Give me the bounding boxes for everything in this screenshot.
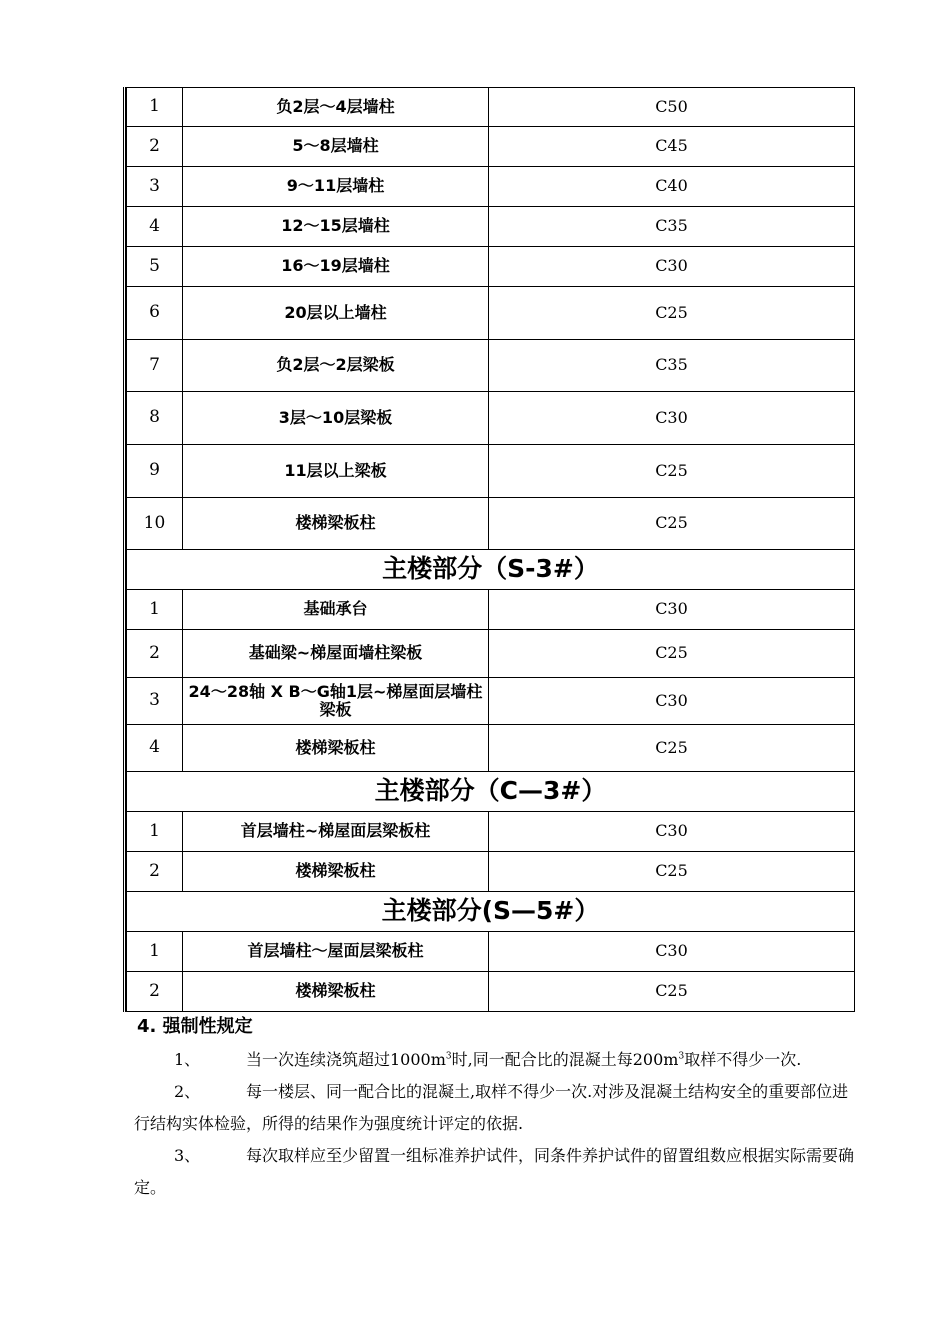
row-number: 2 <box>127 630 183 678</box>
structural-part: 基础梁~梯屋面墙柱梁板 <box>183 630 489 678</box>
concrete-grade: C45 <box>489 127 855 167</box>
structural-part: 基础承台 <box>183 590 489 630</box>
row-number: 1 <box>127 812 183 852</box>
structural-part: 楼梯梁板柱 <box>183 725 489 772</box>
concrete-grade: C25 <box>489 287 855 340</box>
section-title-row <box>127 772 855 812</box>
row-number: 2 <box>127 127 183 167</box>
table-row <box>127 392 855 445</box>
rule-item <box>134 1076 862 1140</box>
rule-text: 时,同一配合比的混凝土每200m <box>451 1050 679 1069</box>
table-row <box>127 287 855 340</box>
rules-list <box>134 1044 862 1204</box>
row-number: 2 <box>127 972 183 1012</box>
row-number: 2 <box>127 852 183 892</box>
structural-part: 首层墙柱～屋面层梁板柱 <box>183 932 489 972</box>
concrete-grade: C25 <box>489 445 855 498</box>
concrete-grade: C25 <box>489 498 855 550</box>
row-number: 5 <box>127 247 183 287</box>
concrete-grade: C25 <box>489 972 855 1012</box>
row-number: 1 <box>127 932 183 972</box>
structural-part: 11层以上梁板 <box>183 445 489 498</box>
row-number: 1 <box>127 590 183 630</box>
table-row <box>127 127 855 167</box>
table-row <box>127 852 855 892</box>
table-row <box>127 88 855 127</box>
concrete-grade: C25 <box>489 630 855 678</box>
table-row <box>127 678 855 725</box>
rule-text: 取样不得少一次. <box>684 1050 802 1069</box>
superscript: 3 <box>678 1051 685 1062</box>
table-row <box>127 630 855 678</box>
concrete-grade: C35 <box>489 340 855 392</box>
table-body <box>127 88 855 1012</box>
row-number: 9 <box>127 445 183 498</box>
section-heading: 4. 强制性规定 <box>137 1016 253 1037</box>
table-row <box>127 247 855 287</box>
concrete-grade: C25 <box>489 852 855 892</box>
table-row <box>127 972 855 1012</box>
section-title: 主楼部分(S—5#） <box>127 892 855 932</box>
structural-part: 首层墙柱~梯屋面层梁板柱 <box>183 812 489 852</box>
section-title: 主楼部分（C—3#） <box>127 772 855 812</box>
row-number: 3 <box>127 678 183 725</box>
rule-text: 每次取样应至少留置一组标准养护试件，同条件养护试件的留置组数应根据实际需要确定。 <box>134 1146 855 1197</box>
row-number: 3 <box>127 167 183 207</box>
table-row <box>127 498 855 550</box>
structural-part: 3层～10层梁板 <box>183 392 489 445</box>
table-row <box>127 590 855 630</box>
rule-item <box>134 1140 862 1204</box>
mandatory-rules-section <box>134 1012 862 1204</box>
rule-text: 每一楼层、同一配合比的混凝土,取样不得少一次.对涉及混凝土结构安全的重要部位进行结构实体检验，所得的结果作为强度统计评定的依据. <box>134 1082 849 1133</box>
concrete-grade: C30 <box>489 812 855 852</box>
structural-part: 24～28轴 X B～G轴1层~梯屋面层墙柱梁板 <box>183 678 489 725</box>
table-row <box>127 725 855 772</box>
concrete-grade: C35 <box>489 207 855 247</box>
table-row <box>127 207 855 247</box>
rule-number: 2、 <box>174 1082 201 1101</box>
strength-grade-table-wrapper <box>123 87 857 1012</box>
row-number: 4 <box>127 725 183 772</box>
structural-part: 5～8层墙柱 <box>183 127 489 167</box>
row-number: 1 <box>127 88 183 127</box>
section-title: 主楼部分（S-3#） <box>127 550 855 590</box>
table-row <box>127 167 855 207</box>
structural-part: 楼梯梁板柱 <box>183 852 489 892</box>
concrete-grade: C30 <box>489 247 855 287</box>
rule-text: 当一次连续浇筑超过1000m <box>246 1050 446 1069</box>
structural-part: 12～15层墙柱 <box>183 207 489 247</box>
row-number: 7 <box>127 340 183 392</box>
table-row <box>127 812 855 852</box>
concrete-grade: C30 <box>489 590 855 630</box>
superscript: 3 <box>445 1051 452 1062</box>
concrete-grade: C40 <box>489 167 855 207</box>
section-title-row <box>127 892 855 932</box>
structural-part: 9～11层墙柱 <box>183 167 489 207</box>
concrete-grade: C25 <box>489 725 855 772</box>
table-row <box>127 445 855 498</box>
strength-grade-table <box>126 87 855 1012</box>
rule-item <box>134 1044 862 1076</box>
row-number: 10 <box>127 498 183 550</box>
table-row <box>127 340 855 392</box>
rule-number: 1、 <box>174 1050 201 1069</box>
row-number: 6 <box>127 287 183 340</box>
concrete-grade: C50 <box>489 88 855 127</box>
rule-number: 3、 <box>174 1146 201 1165</box>
section-title-row <box>127 550 855 590</box>
concrete-grade: C30 <box>489 932 855 972</box>
structural-part: 负2层～4层墙柱 <box>183 88 489 127</box>
structural-part: 负2层～2层梁板 <box>183 340 489 392</box>
table-row <box>127 932 855 972</box>
structural-part: 楼梯梁板柱 <box>183 498 489 550</box>
row-number: 8 <box>127 392 183 445</box>
concrete-grade: C30 <box>489 392 855 445</box>
concrete-grade: C30 <box>489 678 855 725</box>
structural-part: 楼梯梁板柱 <box>183 972 489 1012</box>
structural-part: 16～19层墙柱 <box>183 247 489 287</box>
structural-part: 20层以上墙柱 <box>183 287 489 340</box>
row-number: 4 <box>127 207 183 247</box>
